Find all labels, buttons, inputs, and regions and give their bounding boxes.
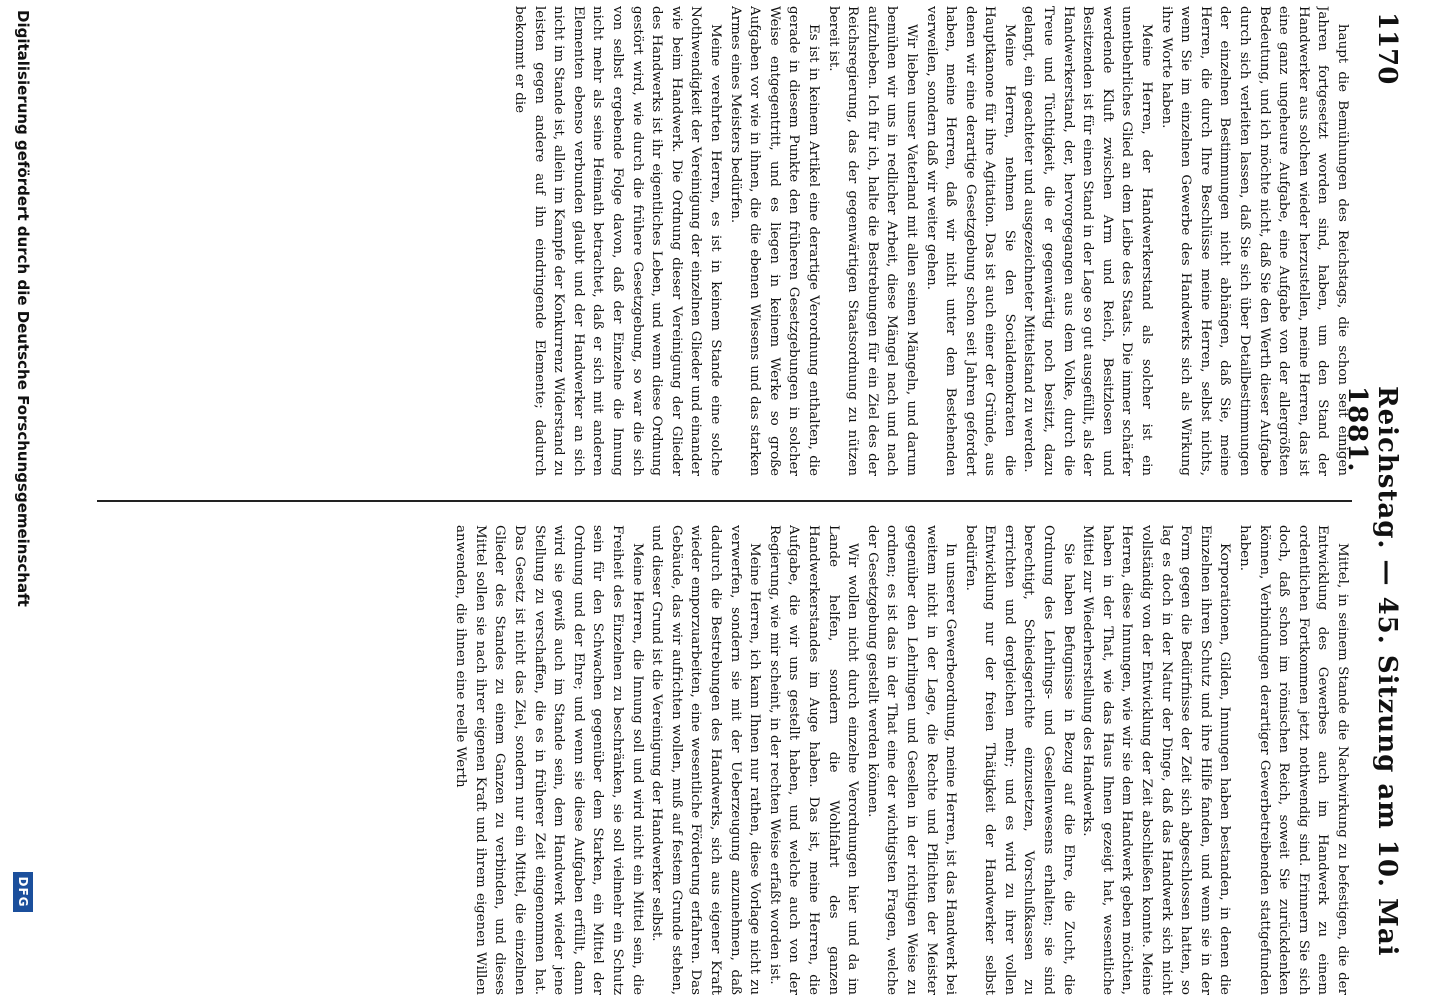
paragraph: Korporationen, Gilden, Innungen haben bestanden, in denen die Einzelnen ihren Schutz und ihre Hilfe fanden, und wenn sie in der Form gegen die Bedürfnisse der Zeit sich abgeschlossen hatten, so lag es doch in der Natur der Dinge, daß das Handwerk sich nicht vollständig von der Entwicklung der Zeit abschließen konnte. Meine Herren, diese Innungen, wie wir sie dem Handwerk geben möchten, haben in der That, wie das Haus Ihnen gezeigt hat, wesentliche Mittel zur Wiederherstellung des Handwerks. [1080,525,1233,995]
paragraph: Meine Herren, nehmen Sie den Socialdemokraten die Hauptkanone für ihre Agitation. Das ist auch einer der Gründe, aus denen wir eine derartige Gesetzgebung schon seit Jahren gefordert haben, meine Herren, daß wir nicht unter dem Bestehenden verweilen, sondern daß wir weiter gehen. [923,6,1017,476]
paragraph: Wir wollen nicht durch einzelne Verordnungen hier und da im Lande helfen, sondern die Wohlfahrt des ganzen Handwerkerstandes im Auge haben. Das ist, meine Herren, die Aufgabe, die wir uns gestellt haben, und welche auch von der Regierung, wie mir scheint, in der rechten Weise erfaßt worden ist. [766,525,861,995]
dfg-logo: DFG [13,872,33,912]
paragraph: Wir lieben unser Vaterland mit allen seinen Mängeln, und darum bemühen wir uns in redlicher Arbeit, diese Mängel nach und nach aufzuheben. Ich für ich, halte die Bestrebungen für ein Ziel des der Reichsregierung, das der gegenwärtigen Staatsordnung zu nützen bereit ist. [825,6,919,476]
paragraph: Meine Herren, der Handwerkerstand als solcher ist ein unentbehrliches Glied an dem Leibe des Staats. Die immer schärfer werdende Kluft zwischen Arm und Reich, Besitzlosen und Besitzenden ist für einen Stand in der Lage so gut ausgefüllt, als der Handwerkerstand, der, hervorgegangen aus dem Volke, durch die Treue und Tüchtigkeit, die er gegenwärtig noch besitzt, dazu gelangt, ein geachteter und ausgezeichneter Mittelstand zu werden. [1021,6,1155,476]
paragraph: In unserer Gewerbeordnung, meine Herren, ist das Handwerk bei weitem nicht in der Lage, die Rechte und Pflichten der Meister gegenüber den Lehrlingen und Gesellen in der richtigen Weise zu ordnen; es ist das in der That eine der wichtigsten Fragen, welche der Gesetzgebung gestellt werden können. [864,525,959,995]
paragraph: Mittel, in seinem Stande die Nachwirkung zu befestigen, die der Entwicklung des Gewerbes auch im Handwerk zu einem ordentlichen Fortkommen jetzt nothwendig sind. Erinnern Sie sich doch, daß schon im römischen Reich, soweit Sie zurückdenken können, Verbindungen derartiger Gewerbetreibenden stattgefunden haben. [1237,525,1350,995]
digitization-credit: Digitalisierung gefördert durch die Deutsche Forschungsgemeinschaft [14,10,32,607]
page-header [1342,6,1402,996]
paragraph: haupt die Bemühungen des Reichstags, die schon seit einigen Jahren fortgesetzt worden sind, haben, um den Stand der Handwerker aus solchen wieder herzustellen, meine Herren, das ist eine ganz ungeheure Aufgabe, eine Aufgabe von der allergrößten Bedeutung, und ich möchte nicht, daß Sie den Werth dieser Aufgabe durch sich verleiten lassen, daß Sie sich über Detailbestimmungen der einzelnen Bestimmungen nicht abhängen, daß Sie, meine Herren, die durch Ihre Beschlüsse meine Herren, selbst nichts, wenn Sie im einzelnen Gewerbe des Handwerks sich als Wirkung ihre Worte haben. [1158,6,1350,476]
footer [6,0,36,1000]
paragraph: Es ist in keinem Artikel eine derartige Verordnung enthalten, die gerade in diesem Punkte den früheren Gesetzgebungen in solcher Weise entgegentritt, und es liegen in keinem Werke so große Aufgaben vor wie in ihnen, die die ebenen Wiesens und das starken Armes eines Meisters bedürfen. [727,6,821,476]
text-column-left [97,6,1352,476]
paragraph: Meine Herren, ich kann Ihnen nur rathen, diese Vorlage nicht zu verwerfen, sondern sie mit der Ueberzeugung anzunehmen, daß dadurch die Bestrebungen des Handwerks, sich aus eigener Kraft wieder emporzuarbeiten, eine wesentliche Förderung erfahren. Das Gebäude, das wir aufrichten wollen, muß auf festem Grunde stehen, und dieser Grund ist die Vereinigung der Handwerker selbst. [649,525,763,995]
page-number: 1170 [1372,12,1402,85]
paragraph: Sie haben Befugnisse in Bezug auf die Ehre, die Zucht, die Ordnung des Lehrlings- und Gesellenwesens erhalten; sie sind berechtigt, Schiedsgerichte einzusetzen, Vorschußkassen zu errichten und dergleichen mehr; und es wird zu ihrer vollen Entwicklung nur der freien Thätigkeit der Handwerker selbst bedürfen. [962,525,1076,995]
column-divider [97,500,1352,502]
page-title: Reichstag. — 45. Sitzung am 10. Mai 1881. [1342,386,1402,957]
text-column-right [97,525,1352,995]
paragraph: Meine verehrten Herren, es ist in keinem Stande eine solche Nothwendigkeit der Vereinigung der einzelnen Glieder und einander wie beim Handwerk. Die Ordnung dieser Vereinigung der Glieder des Handwerks ist ihr eigentliches Leben, und wenn diese Ordnung gestört wird, wie durch die frühere Gesetzgebung, so war die sich von selbst ergebende Folge davon, daß der Einzelne die Innung nicht mehr als seine Heimath betrachtet, daß er sich mit anderen Elementen ebenso verbunden glaubt und der Handwerker an sich nicht im Stande ist, allein im Kampfe der Konkurrenz Widerstand zu leisten gegen andere auf ihn eindringende Elemente; dadurch bekommt er die [512,6,723,476]
paragraph: Meine Herren, die Innung soll und wird nicht ein Mittel sein, die Freiheit des Einzelnen zu beschränken, sie soll vielmehr ein Schutz sein für den Schwachen gegenüber dem Starken, ein Mittel der Ordnung und der Ehre; und wenn sie diese Aufgaben erfüllt, dann wird sie gewiß auch im Stande sein, dem Handwerk wieder jene Stellung zu verschaffen, die es in früherer Zeit eingenommen hat. Das Gesetz ist nicht das Ziel, sondern nur ein Mittel, die einzelnen Glieder des Standes zu einem Ganzen zu verbinden, und dieses Mittel sollen sie nach ihrer eigenen Kraft und ihrem eigenen Willen anwenden, die ihnen eine reelle Werth [453,525,645,995]
